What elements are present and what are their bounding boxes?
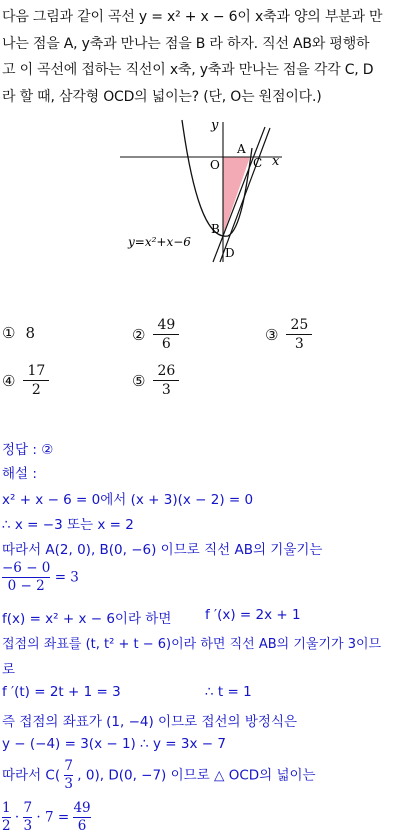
area-half-numerator: 1 xyxy=(2,800,11,816)
solution-step-5b: f ′(x) = 2x + 1 xyxy=(205,607,301,623)
solution-step-7a: f ′(t) = 2t + 1 = 3 xyxy=(2,684,121,700)
solution-step-4 xyxy=(2,560,398,595)
solution-step-6b: 로 xyxy=(2,662,16,678)
choice-5[interactable] xyxy=(132,362,177,399)
label-b: B xyxy=(211,222,220,236)
choice-3-numerator: 25 xyxy=(290,317,309,333)
choice-3-fraction xyxy=(288,316,310,353)
solution-heading: 해설 : xyxy=(2,466,37,482)
choice-4[interactable] xyxy=(2,362,47,399)
label-o: O xyxy=(210,158,220,172)
problem-line-1: 다음 그림과 같이 곡선 y = x² + x − 6이 x축과 양의 부분과 만 xyxy=(2,9,383,25)
area-half-denominator: 2 xyxy=(2,818,11,834)
choice-4-denominator: 2 xyxy=(31,382,41,398)
choice-4-numerator: 17 xyxy=(27,363,46,379)
choice-4-fraction xyxy=(25,362,47,399)
point-c-denominator: 3 xyxy=(64,776,73,792)
problem-text xyxy=(2,4,398,110)
area-result-denominator: 6 xyxy=(77,818,87,834)
choice-5-numerator: 26 xyxy=(157,363,176,379)
solution-step-11: $\frac{1}{2}$ · $\frac{7}{3}$ · 7 = $\frac{49}{6}$ xyxy=(2,800,91,834)
area-height: · 7 = xyxy=(36,809,70,826)
choice-2-denominator: 6 xyxy=(161,336,171,352)
area-base-denominator: 3 xyxy=(23,818,33,834)
point-c-fraction xyxy=(64,758,73,793)
slope-numerator: −6 − 0 xyxy=(2,560,51,576)
problem-figure xyxy=(110,112,290,272)
solution-step-10 xyxy=(2,758,398,793)
solution-step-2: ∴ x = −3 또는 x = 2 xyxy=(2,517,134,533)
problem-line-3: 고 이 곡선에 접하는 직선이 x축, y축과 만나는 점을 각각 C, D xyxy=(2,62,374,78)
choice-3-number: ③ xyxy=(265,325,279,344)
choice-5-denominator: 3 xyxy=(161,382,171,398)
solution-step-9: y − (−4) = 3(x − 1) ∴ y = 3x − 7 xyxy=(2,736,226,752)
area-result xyxy=(73,800,90,835)
point-c-suffix: , 0), D(0, −7) 이므로 △ OCD의 넓이는 xyxy=(77,767,316,784)
answer-line: 정답 : ② xyxy=(2,442,54,458)
label-a: A xyxy=(237,142,246,156)
slope-fraction xyxy=(2,560,50,595)
label-d: D xyxy=(225,246,235,260)
solution-step-6: 접점의 좌표를 (t, t² + t − 6)이라 하면 직선 AB의 기울기가 3이므 xyxy=(2,637,382,652)
solution-step-1: x² + x − 6 = 0에서 (x + 3)(x − 2) = 0 xyxy=(2,492,254,508)
choice-3[interactable] xyxy=(265,316,310,353)
area-half xyxy=(2,800,11,835)
choice-2-numerator: 49 xyxy=(157,317,176,333)
area-result-numerator: 49 xyxy=(73,800,91,816)
label-c: C xyxy=(253,156,263,170)
choice-3-denominator: 3 xyxy=(294,336,304,352)
choice-2-number: ② xyxy=(132,325,146,344)
area-base xyxy=(23,800,32,835)
point-c-numerator: 7 xyxy=(64,758,73,774)
problem-line-4: 라 할 때, 삼각형 OCD의 넓이는? (단, O는 원점이다.) xyxy=(2,88,322,105)
choice-5-fraction xyxy=(155,362,177,399)
choice-5-number: ⑤ xyxy=(132,371,146,390)
problem-line-2: 나는 점을 A, y축과 만나는 점을 B 라 하자. 직선 AB와 평행하 xyxy=(2,35,370,52)
choice-2[interactable] xyxy=(132,316,177,353)
label-y: y xyxy=(211,118,219,133)
label-x: x xyxy=(272,154,280,169)
solution-step-3: 따라서 A(2, 0), B(0, −6) 이므로 직선 AB의 기울기는 xyxy=(2,542,323,558)
curve-label: y=x²+x−6 xyxy=(128,235,191,249)
solution-step-8: 즉 접점의 좌표가 (1, −4) 이므로 접선의 방정식은 xyxy=(2,714,298,730)
graph-svg xyxy=(110,112,290,272)
solution-step-7b: ∴ t = 1 xyxy=(205,684,252,700)
point-c-prefix: 따라서 C( xyxy=(2,767,61,784)
solution-step-5a: f(x) = x² + x − 6이라 하면 xyxy=(2,611,172,627)
area-base-numerator: 7 xyxy=(23,800,33,816)
choice-1-value: 8 xyxy=(25,324,35,342)
choice-4-number: ④ xyxy=(2,371,16,390)
choice-2-fraction xyxy=(155,316,177,353)
slope-denominator: 0 − 2 xyxy=(7,578,45,594)
choice-1[interactable] xyxy=(2,324,35,342)
choice-1-number: ① xyxy=(2,324,16,342)
slope-result: = 3 xyxy=(54,569,79,586)
